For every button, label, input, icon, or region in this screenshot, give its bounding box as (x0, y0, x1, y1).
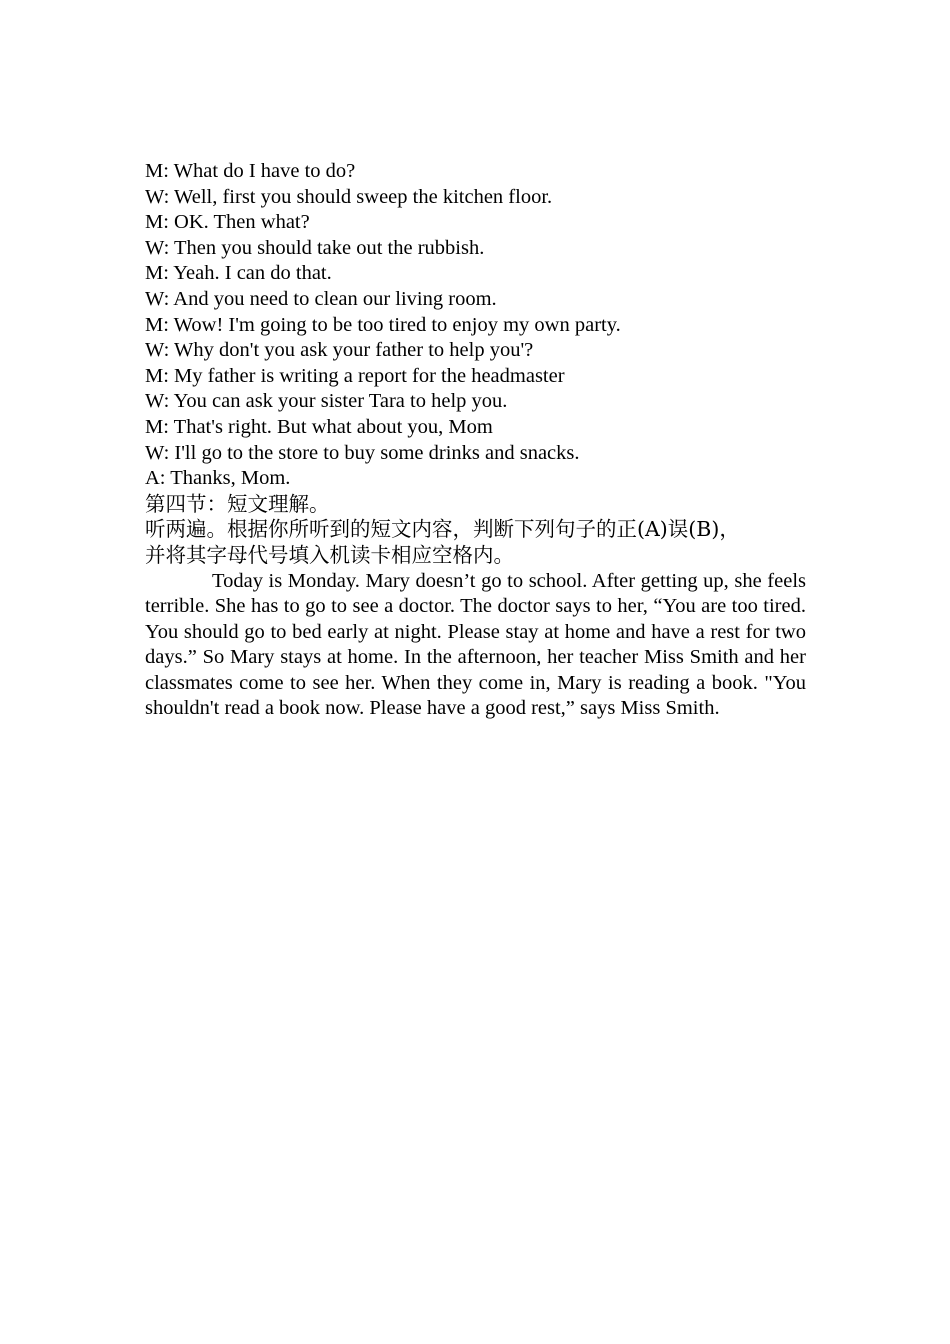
dialogue-block (145, 159, 806, 492)
document-page (145, 159, 806, 722)
dialogue-line: W: I'll go to the store to buy some drinks and snacks. (145, 441, 580, 464)
dialogue-line: W: Well, first you should sweep the kitchen floor. (145, 185, 553, 208)
dialogue-line: A: Thanks, Mom. (145, 467, 291, 490)
dialogue-line: M: That's right. But what about you, Mom (145, 415, 493, 438)
dialogue-line: M: Yeah. I can do that. (145, 262, 332, 285)
dialogue-line: M: What do I have to do? (145, 160, 356, 182)
dialogue-line: M: My father is writing a report for the headmaster (145, 364, 565, 387)
section-instruction: 并将其字母代号填入机读卡相应空格内。 (145, 542, 514, 567)
dialogue-line: W: And you need to clean our living room. (145, 287, 497, 310)
dialogue-line: M: Wow! I'm going to be too tired to enjoy my own party. (145, 313, 621, 336)
dialogue-line: W: Then you should take out the rubbish. (145, 236, 485, 259)
section-instruction: 听两遍。根据你所听到的短文内容，判断下列句子的正(A)误(B)， (145, 517, 740, 542)
dialogue-line: W: You can ask your sister Tara to help you. (145, 390, 508, 413)
section-title: 第四节：短文理解。 (145, 491, 330, 516)
dialogue-line: M: OK. Then what? (145, 211, 310, 234)
dialogue-line: W: Why don't you ask your father to help you'? (145, 339, 534, 362)
passage-text: Today is Monday. Mary doesn’t go to school. After getting up, she feels terrible. She has to go to see a doctor. The doctor says to her, “You are too tired. You should go to bed early at night. Please stay at home and have a rest for two days.” So Mary stays at home. In the afternoon, her teacher Miss Smith and her classmates come to see her. When they come in, Mary is reading a book. "You shouldn't read a book now. Please have a good rest,” says Miss Smith. (145, 569, 806, 720)
